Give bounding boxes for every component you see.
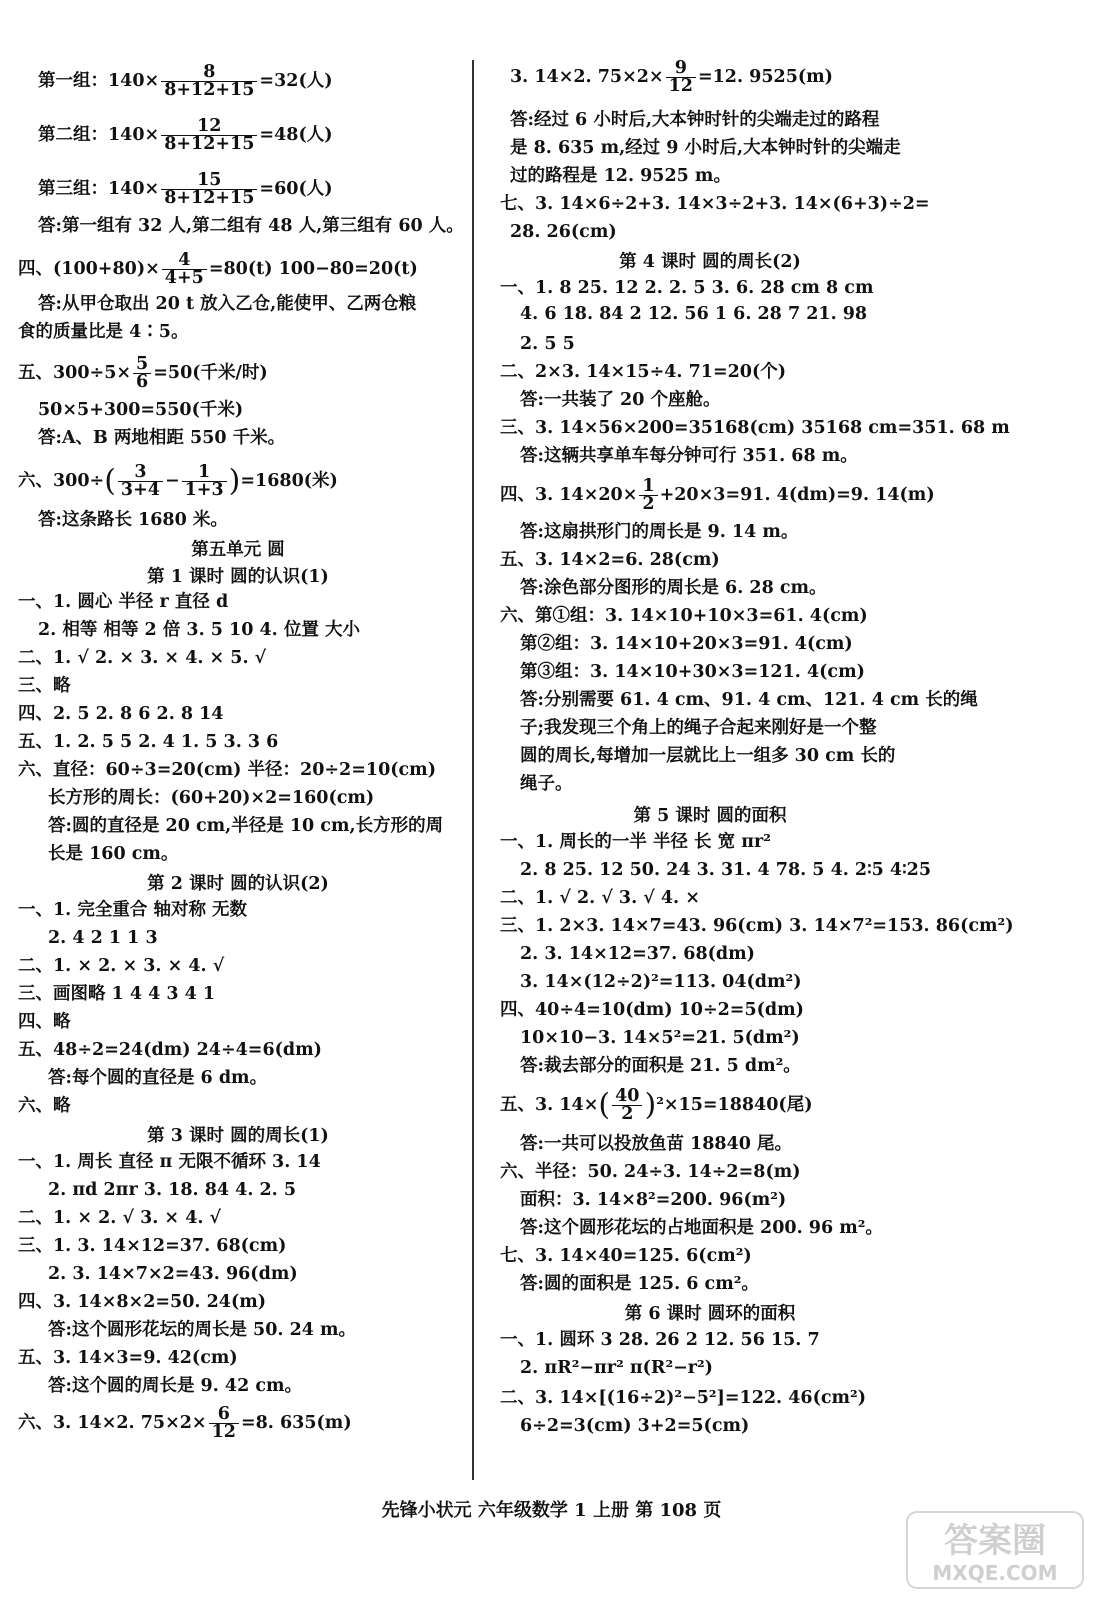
answer-line: 3. 14×(12÷2)²=113. 04(dm²) xyxy=(520,972,802,992)
numerator: 4 xyxy=(162,252,207,270)
expr-text: 五、3. 14× xyxy=(500,1095,599,1115)
numerator: 12 xyxy=(161,118,257,136)
answer-line: 六、第①组：3. 14×10+10×3=61. 4(cm) xyxy=(500,606,868,626)
fraction xyxy=(118,464,163,499)
answer-line: 答:圆的面积是 125. 6 cm²。 xyxy=(520,1274,759,1294)
answer-line: 五、3. 14×3=9. 42(cm) xyxy=(18,1348,238,1368)
answer-line: 答:一共装了 20 个座舱。 xyxy=(520,390,721,410)
answer-line: 一、1. 周长的一半 半径 长 宽 πr² xyxy=(500,832,771,852)
answer-line: 答:A、B 两地相距 550 千米。 xyxy=(38,428,286,448)
fraction xyxy=(133,356,151,391)
expr-text: =1680(米) xyxy=(240,471,338,491)
expr-text: 五、300÷5× xyxy=(18,363,132,383)
answer-line: 一、1. 圆环 3 28. 26 2 12. 56 15. 7 xyxy=(500,1330,820,1350)
fraction xyxy=(666,60,696,95)
answer-line: 2. 8 25. 12 50. 24 3. 31. 4 78. 5 4. 2∶5 4∶25 xyxy=(520,860,932,880)
answer-line: 三、略 xyxy=(18,676,71,696)
answer-line: 答:从甲仓取出 20 t 放入乙仓,能使甲、乙两仓粮 xyxy=(38,294,417,314)
fraction xyxy=(182,464,227,499)
answer-line: 二、1. √ 2. √ 3. √ 4. × xyxy=(500,888,700,908)
numerator: 9 xyxy=(666,60,696,78)
answer-line: 一、1. 完全重合 轴对称 无数 xyxy=(18,900,248,920)
denominator: 4+5 xyxy=(164,268,204,288)
numerator: 8 xyxy=(161,64,257,82)
denominator: 2 xyxy=(621,1104,634,1124)
answer-line: 答:这扇拱形门的周长是 9. 14 m。 xyxy=(520,522,799,542)
denominator: 8+12+15 xyxy=(164,188,255,208)
denominator: 2 xyxy=(642,494,655,514)
answer-line: 是 8. 635 m,经过 9 小时后,大本钟时针的尖端走 xyxy=(510,138,901,158)
answer-line: 长是 160 cm。 xyxy=(48,844,179,864)
answer-line: 三、1. 3. 14×12=37. 68(cm) xyxy=(18,1236,287,1256)
answer-line: 答:这个圆的周长是 9. 42 cm。 xyxy=(48,1376,303,1396)
answer-line: 四、40÷4=10(dm) 10÷2=5(dm) xyxy=(500,1000,804,1020)
answer-line: 面积：3. 14×8²=200. 96(m²) xyxy=(520,1190,787,1210)
expr-text: 四、(100+80)× xyxy=(18,259,160,279)
answer-line: 2. 4 2 1 1 3 xyxy=(48,928,158,948)
fraction xyxy=(162,252,207,287)
numerator: 3 xyxy=(118,464,163,482)
answer-line: 五、1. 2. 5 5 2. 4 1. 5 3. 3 6 xyxy=(18,732,279,752)
answer-line: 四、3. 14×8×2=50. 24(m) xyxy=(18,1292,267,1312)
expr-text: =32(人) xyxy=(259,71,333,91)
answer-line: 四、2. 5 2. 8 6 2. 8 14 xyxy=(18,704,224,724)
expr-text: =60(人) xyxy=(259,179,333,199)
lesson-title: 第 6 课时 圆环的面积 xyxy=(624,1304,796,1324)
denominator: 3+4 xyxy=(120,480,160,500)
answer-line: 答:圆的直径是 20 cm,半径是 10 cm,长方形的周 xyxy=(48,816,444,836)
paren-open: ( xyxy=(104,463,116,499)
answer-line: 答:经过 6 小时后,大本钟时针的尖端走过的路程 xyxy=(510,110,880,130)
answer-line: 二、1. × 2. √ 3. × 4. √ xyxy=(18,1208,222,1228)
expr-text: ²×15=18840(尾) xyxy=(656,1095,813,1115)
expr-text: =50(千米/时) xyxy=(153,363,268,383)
numerator: 15 xyxy=(161,172,257,190)
expr-text: 第三组：140× xyxy=(38,179,160,199)
answer-line: 五、3. 14×2=6. 28(cm) xyxy=(500,550,720,570)
lesson-title: 第 2 课时 圆的认识(2) xyxy=(147,874,329,894)
denominator: 1+3 xyxy=(184,480,224,500)
answer-line: 答:这个圆形花坛的周长是 50. 24 m。 xyxy=(48,1320,357,1340)
answer-line: 10×10−3. 14×5²=21. 5(dm²) xyxy=(520,1028,800,1048)
expr-text: 六、3. 14×2. 75×2× xyxy=(18,1413,207,1433)
answer-line: 长方形的周长：(60+20)×2=160(cm) xyxy=(48,788,375,808)
answer-line: 绳子。 xyxy=(520,774,573,794)
answer-line: 答:这辆共享单车每分钟可行 351. 68 m。 xyxy=(520,446,858,466)
answer-line: 二、3. 14×[(16÷2)²−5²]=122. 46(cm²) xyxy=(500,1388,866,1408)
answer-line xyxy=(38,64,333,99)
answer-line: 一、1. 周长 直径 π 无限不循环 3. 14 xyxy=(18,1152,321,1172)
answer-line: 三、3. 14×56×200=35168(cm) 35168 cm=351. 68 m xyxy=(500,418,1010,438)
numerator: 6 xyxy=(209,1406,239,1424)
answer-line: 2. πd 2πr 3. 18. 84 4. 2. 5 xyxy=(48,1180,297,1200)
expr-text: 3. 14×2. 75×2× xyxy=(510,67,664,87)
expr-text: +20×3=91. 4(dm)=9. 14(m) xyxy=(659,485,935,505)
unit-title: 第五单元 圆 xyxy=(191,540,285,560)
answer-line xyxy=(18,1406,352,1441)
watermark-bottom: MXQE.COM xyxy=(932,1561,1058,1585)
answer-line: 答:第一组有 32 人,第二组有 48 人,第三组有 60 人。 xyxy=(38,216,464,236)
answer-line: 答:涂色部分图形的周长是 6. 28 cm。 xyxy=(520,578,827,598)
expr-text: 第一组：140× xyxy=(38,71,160,91)
numerator: 40 xyxy=(612,1088,642,1106)
answer-line: 一、1. 8 25. 12 2. 2. 5 3. 6. 28 cm 8 cm xyxy=(500,278,874,298)
answer-line: 六、略 xyxy=(18,1096,71,1116)
answer-line: 三、画图略 1 4 4 3 4 1 xyxy=(18,984,216,1004)
answer-line xyxy=(500,1088,812,1123)
answer-line: 2. 3. 14×7×2=43. 96(dm) xyxy=(48,1264,298,1284)
expr-text: =12. 9525(m) xyxy=(697,67,833,87)
answer-line xyxy=(18,464,338,499)
answer-line: 6÷2=3(cm) 3+2=5(cm) xyxy=(520,1416,750,1436)
expr-text: 第二组：140× xyxy=(38,125,160,145)
expr-text: =8. 635(m) xyxy=(240,1413,352,1433)
answer-line: 2. πR²−πr² π(R²−r²) xyxy=(520,1358,713,1378)
answer-line: 4. 6 18. 84 2 12. 56 1 6. 28 7 21. 98 xyxy=(520,304,868,324)
expr-text: =80(t) 100−80=20(t) xyxy=(208,259,418,279)
answer-line: 七、3. 14×6÷2+3. 14×3÷2+3. 14×(6+3)÷2= xyxy=(500,194,930,214)
fraction xyxy=(161,118,257,153)
column-divider xyxy=(472,60,474,1480)
answer-line xyxy=(500,478,935,513)
answer-line xyxy=(18,252,418,287)
answer-line: 答:每个圆的直径是 6 dm。 xyxy=(48,1068,268,1088)
fraction xyxy=(161,172,257,207)
numerator: 1 xyxy=(639,478,657,496)
lesson-title: 第 4 课时 圆的周长(2) xyxy=(619,252,801,272)
answer-line: 28. 26(cm) xyxy=(510,222,617,242)
expr-text: − xyxy=(164,471,180,491)
denominator: 8+12+15 xyxy=(164,80,255,100)
answer-line: 答:一共可以投放鱼苗 18840 尾。 xyxy=(520,1134,793,1154)
answer-line: 答:裁去部分的面积是 21. 5 dm²。 xyxy=(520,1056,801,1076)
answer-line: 子;我发现三个角上的绳子合起来刚好是一个整 xyxy=(520,718,877,738)
paren-close: ) xyxy=(644,1087,657,1123)
answer-line: 答:分别需要 61. 4 cm、91. 4 cm、121. 4 cm 长的绳 xyxy=(520,690,978,710)
answer-line: 七、3. 14×40=125. 6(cm²) xyxy=(500,1246,752,1266)
denominator: 8+12+15 xyxy=(164,134,255,154)
answer-line: 二、2×3. 14×15÷4. 71=20(个) xyxy=(500,362,787,382)
answer-line: 50×5+300=550(千米) xyxy=(38,400,244,420)
fraction xyxy=(209,1406,239,1441)
fraction xyxy=(161,64,257,99)
lesson-title: 第 1 课时 圆的认识(1) xyxy=(147,567,329,587)
lesson-title: 第 5 课时 圆的面积 xyxy=(633,806,787,826)
answer-line: 答:这条路长 1680 米。 xyxy=(38,510,228,530)
answer-line: 2. 3. 14×12=37. 68(dm) xyxy=(520,944,755,964)
expr-text: 六、300÷ xyxy=(18,471,105,491)
lesson-title: 第 3 课时 圆的周长(1) xyxy=(147,1126,329,1146)
fraction xyxy=(639,478,657,513)
answer-line xyxy=(38,118,333,153)
answer-line xyxy=(38,172,333,207)
answer-line: 五、48÷2=24(dm) 24÷4=6(dm) xyxy=(18,1040,322,1060)
watermark-graphic xyxy=(905,1510,1085,1590)
answer-line: 圆的周长,每增加一层就比上一组多 30 cm 长的 xyxy=(520,746,896,766)
denominator: 12 xyxy=(668,76,693,96)
answer-line: 二、1. × 2. × 3. × 4. √ xyxy=(18,956,225,976)
answer-line: 过的路程是 12. 9525 m。 xyxy=(510,166,731,186)
answer-line xyxy=(18,356,268,391)
denominator: 12 xyxy=(211,1422,236,1442)
answer-line xyxy=(510,60,833,95)
numerator: 5 xyxy=(133,356,151,374)
watermark-logo xyxy=(905,1510,1085,1590)
numerator: 1 xyxy=(182,464,227,482)
expr-text: 四、3. 14×20× xyxy=(500,485,638,505)
answer-line: 第②组：3. 14×10+20×3=91. 4(cm) xyxy=(520,634,853,654)
watermark-top: 答案圈 xyxy=(944,1521,1046,1561)
answer-line: 食的质量比是 4∶5。 xyxy=(18,322,189,342)
answer-line: 六、半径：50. 24÷3. 14÷2=8(m) xyxy=(500,1162,801,1182)
answer-line: 一、1. 圆心 半径 r 直径 d xyxy=(18,592,229,612)
paren-close: ) xyxy=(228,463,241,499)
denominator: 6 xyxy=(136,372,149,392)
answer-line: 答:这个圆形花坛的占地面积是 200. 96 m²。 xyxy=(520,1218,883,1238)
answer-line: 2. 5 5 xyxy=(520,334,575,354)
paren-open: ( xyxy=(598,1087,611,1123)
fraction xyxy=(612,1088,642,1123)
answer-line: 二、1. √ 2. × 3. × 4. × 5. √ xyxy=(18,648,267,668)
answer-line: 四、略 xyxy=(18,1012,71,1032)
answer-line: 六、直径：60÷3=20(cm) 半径：20÷2=10(cm) xyxy=(18,760,436,780)
page-footer: 先锋小状元 六年级数学 1 上册 第 108 页 xyxy=(381,1500,722,1521)
expr-text: =48(人) xyxy=(259,125,333,145)
answer-line: 2. 相等 相等 2 倍 3. 5 10 4. 位置 大小 xyxy=(38,620,360,640)
answer-line: 第③组：3. 14×10+30×3=121. 4(cm) xyxy=(520,662,865,682)
answer-line: 三、1. 2×3. 14×7=43. 96(cm) 3. 14×7²=153. 86(cm²) xyxy=(500,916,1014,936)
